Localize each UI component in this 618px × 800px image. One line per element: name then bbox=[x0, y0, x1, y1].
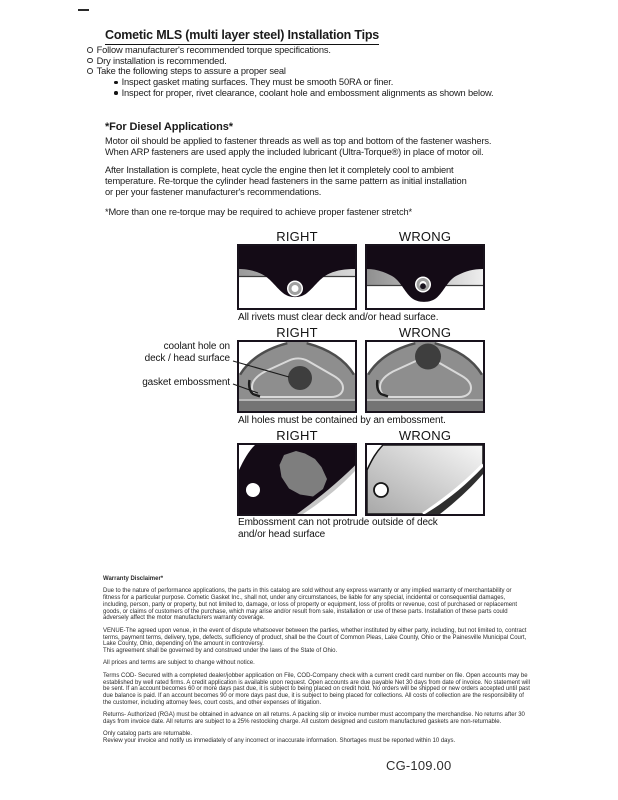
tip-bullet bbox=[87, 66, 493, 76]
paragraph-line: temperature. Re-torque the cylinder head fasteners in the same pattern as initial installation bbox=[105, 175, 467, 186]
tip-text: Inspect for proper, rivet clearance, coolant hole and embossment alignments as shown below. bbox=[121, 87, 494, 98]
coolant-hole bbox=[288, 366, 312, 390]
page-title: Cometic MLS (multi layer steel) Installation Tips bbox=[105, 28, 379, 45]
open-bullet-icon bbox=[87, 58, 93, 64]
row2-caption: All holes must be contained by an embossment. bbox=[238, 415, 446, 426]
tip-text: Follow manufacturer's recommended torque specifications. bbox=[96, 45, 331, 56]
protrude-right-diagram bbox=[237, 443, 357, 516]
protrude-wrong-diagram bbox=[365, 443, 485, 516]
disclaimer-paragraph: Review your invoice and notify us immediately of any incorrect or inaccurate information. Shortages must be reported within 10 days. bbox=[103, 738, 456, 745]
tip-bullet bbox=[87, 45, 493, 55]
disclaimer-paragraph: Due to the nature of performance applications, the parts in this catalog are sold without any express warranty or any implied warranty of merchantability or fitness for a particular purpose. Cometic Gasket Inc., shall not, under any circumstances, be liable for any special, incidental or consequential damages, including, person, party or property, but not limited to, damage, or loss of property or equipment, loss of profits or revenue, cost of purchased or replacement goods, or claims of customers of the purchase, which may arise and/or result from sale, installation or use of these parts. Installation of these parts could adversely affect the motor manufacturers warranty coverage. bbox=[103, 588, 518, 622]
filled-bullet-icon bbox=[114, 91, 118, 95]
paragraph-line: Motor oil should be applied to fastener threads as well as top and bottom of the fastener washers. bbox=[105, 136, 492, 146]
coolant-hole bbox=[415, 344, 441, 370]
gasket-embossment-callout: gasket embossment bbox=[142, 377, 230, 388]
warranty-disclaimer bbox=[103, 576, 530, 750]
paragraph-line: When ARP fasteners are used apply the included lubricant (Ultra-Torque®) in place of motor oil. bbox=[105, 146, 484, 157]
bolt-hole bbox=[246, 483, 260, 497]
disclaimer-paragraph: VENUE-The agreed upon venue, in the event of dispute whatsoever between the parties, whether instituted by either party, including, but not limited to, contract terms, payment terms, delivery, type, defects, sufficiency of product, shall be the Court of Common Pleas, Lake County, Ohio or the Painesville Municipal Court, Lake County, Ohio, depending on the amount in controversy. bbox=[103, 627, 527, 648]
rivet-wrong-diagram bbox=[365, 244, 485, 310]
tip-sub-bullet bbox=[114, 88, 493, 98]
disclaimer-paragraph: Only catalog parts are returnable. bbox=[103, 731, 193, 738]
bolt-hole bbox=[374, 483, 388, 497]
disclaimer-paragraph: All prices and terms are subject to change without notice. bbox=[103, 660, 255, 667]
tip-text: Dry installation is recommended. bbox=[96, 55, 227, 66]
disclaimer-paragraph: This agreement shall be governed by and construed under the laws of the State of Ohio. bbox=[103, 648, 338, 655]
installation-tips-list bbox=[87, 45, 493, 98]
coolant-hole-callout bbox=[118, 341, 230, 364]
tip-bullet bbox=[87, 55, 493, 65]
open-bullet-icon bbox=[87, 68, 93, 74]
row3-caption: Embossment can not protrude outside of deck and/or head surface bbox=[238, 517, 438, 540]
right-label: RIGHT bbox=[276, 428, 318, 443]
right-label: RIGHT bbox=[276, 229, 318, 244]
filled-bullet-icon bbox=[114, 81, 118, 85]
paragraph-line: After Installation is complete, heat cycle the engine then let it completely cool to ambient bbox=[105, 165, 454, 175]
paragraph-line: or per your fastener manufacturer's recommendations. bbox=[105, 186, 322, 197]
rivet-right-diagram bbox=[237, 244, 357, 310]
embossment-right-diagram bbox=[237, 340, 357, 413]
open-bullet-icon bbox=[87, 47, 93, 53]
tip-text: Inspect gasket mating surfaces. They must be smooth 50RA or finer. bbox=[121, 77, 394, 88]
diesel-paragraph-2 bbox=[105, 165, 467, 197]
disclaimer-paragraph: Returns- Authorized (RGA) must be obtained in advance on all returns. A packing slip or invoice number must accompany the merchandise. No returns after 30 days from invoice date. All returns are subject to a 25% restocking charge. All custom designed and custom manufactured gaskets are non-returnable. bbox=[103, 712, 525, 726]
right-label: RIGHT bbox=[276, 325, 318, 340]
diesel-paragraph-1 bbox=[105, 136, 491, 158]
tip-sub-bullet bbox=[114, 77, 493, 87]
embossment-wrong-diagram bbox=[365, 340, 485, 413]
callout-line: deck / head surface bbox=[144, 352, 230, 364]
tip-text: Take the following steps to assure a proper seal bbox=[96, 65, 286, 76]
wrong-label: WRONG bbox=[398, 325, 452, 340]
callout-line: coolant hole on bbox=[163, 341, 230, 352]
wrong-label: WRONG bbox=[398, 229, 452, 244]
wrong-label: WRONG bbox=[398, 428, 452, 443]
disclaimer-heading: Warranty Disclaimer* bbox=[103, 576, 164, 582]
diesel-heading: *For Diesel Applications* bbox=[105, 121, 233, 133]
disclaimer-paragraph: Terms COD- Secured with a completed dealer/jobber application on File, COD-Company check with a current credit card number on file. Open accounts may be established by well rated firms. A credit application is available upon request. Open accounts are due payable Net 30 days from date of invoice. No statement will be sent. If an account becomes 60 or more days past due, it is subject to being placed on credit hold. No orders will be shipped or new orders accepted until past due balance is paid. If an account becomes 90 or more days past due, it is subject to being placed for collections. All costs of collection are the responsibility of the customer, including attorney fees, court costs, and other expenses of litigation. bbox=[103, 672, 530, 706]
row1-caption: All rivets must clear deck and/or head surface. bbox=[238, 312, 439, 323]
crop-mark bbox=[78, 9, 89, 11]
retorque-note: *More than one re-torque may be required to achieve proper fastener stretch* bbox=[105, 207, 412, 217]
page-number: CG-109.00 bbox=[386, 758, 452, 773]
